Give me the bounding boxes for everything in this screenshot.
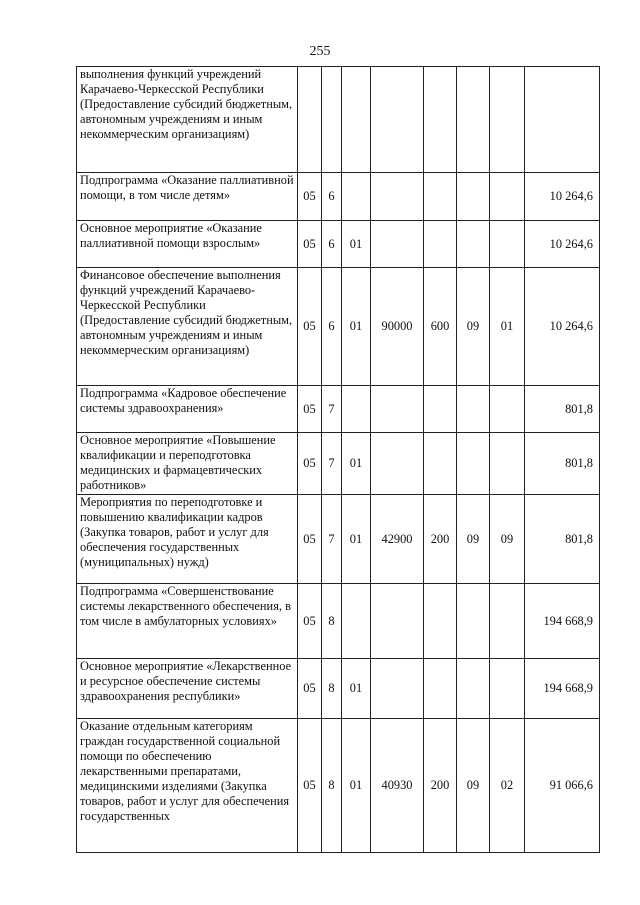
- amount: 10 264,6: [525, 268, 600, 386]
- row-name: Финансовое обеспечение выполнения функций учреждений Карачаево-Черкесской Республики (Предоставление субсидий бюджетным, автономным учреждениям и иным некоммерческим организациям): [77, 268, 298, 386]
- code-activity: 01: [342, 495, 371, 584]
- amount: 194 668,9: [525, 584, 600, 659]
- code-subsection: [490, 659, 525, 719]
- code-subsection: [490, 221, 525, 268]
- row-name: Мероприятия по переподготовке и повышению квалификации кадров (Закупка товаров, работ и услуг для обеспечения государственных (муниципальных) нужд): [77, 495, 298, 584]
- code-subprogram: [322, 67, 342, 173]
- code-subsection: [490, 584, 525, 659]
- code-subprogram: 8: [322, 719, 342, 853]
- code-subprogram: 7: [322, 495, 342, 584]
- code-subprogram: 7: [322, 433, 342, 495]
- amount: 801,8: [525, 495, 600, 584]
- code-direction: [371, 221, 424, 268]
- table-row: [77, 386, 600, 433]
- code-expense-type: [424, 67, 457, 173]
- code-expense-type: [424, 433, 457, 495]
- row-name: Основное мероприятие «Повышение квалификации и переподготовка медицинских и фармацевтических работников»: [77, 433, 298, 495]
- amount: 91 066,6: [525, 719, 600, 853]
- code-direction: [371, 584, 424, 659]
- code-expense-type: 200: [424, 719, 457, 853]
- code-subprogram: 7: [322, 386, 342, 433]
- code-section: [457, 173, 490, 221]
- row-name: Оказание отдельным категориям граждан государственной социальной помощи по обеспечению лекарственными препаратами, медицинскими изделиями (Закупка товаров, работ и услуг для обеспечения государственных: [77, 719, 298, 853]
- code-expense-type: [424, 221, 457, 268]
- code-program: 05: [298, 719, 322, 853]
- table-row: [77, 495, 600, 584]
- table-row: [77, 584, 600, 659]
- code-subsection: [490, 173, 525, 221]
- table-row: [77, 67, 600, 173]
- code-expense-type: 600: [424, 268, 457, 386]
- amount: 801,8: [525, 433, 600, 495]
- code-section: [457, 221, 490, 268]
- amount: 801,8: [525, 386, 600, 433]
- code-subprogram: 6: [322, 173, 342, 221]
- code-direction: [371, 67, 424, 173]
- code-activity: 01: [342, 268, 371, 386]
- code-activity: 01: [342, 433, 371, 495]
- code-subprogram: 6: [322, 221, 342, 268]
- code-activity: [342, 173, 371, 221]
- code-direction: 42900: [371, 495, 424, 584]
- code-program: 05: [298, 584, 322, 659]
- code-direction: [371, 173, 424, 221]
- code-program: 05: [298, 173, 322, 221]
- budget-table: [76, 66, 600, 853]
- code-activity: [342, 67, 371, 173]
- code-section: [457, 67, 490, 173]
- row-name: Подпрограмма «Кадровое обеспечение системы здравоохранения»: [77, 386, 298, 433]
- code-activity: 01: [342, 659, 371, 719]
- code-program: 05: [298, 659, 322, 719]
- code-subsection: [490, 433, 525, 495]
- code-subsection: 02: [490, 719, 525, 853]
- code-subsection: 09: [490, 495, 525, 584]
- code-direction: [371, 386, 424, 433]
- row-name: выполнения функций учреждений Карачаево-Черкесской Республики (Предоставление субсидий бюджетным, автономным учреждениям и иным некоммерческим организациям): [77, 67, 298, 173]
- table-row: [77, 433, 600, 495]
- amount: 194 668,9: [525, 659, 600, 719]
- code-section: 09: [457, 495, 490, 584]
- table-row: [77, 719, 600, 853]
- code-direction: 90000: [371, 268, 424, 386]
- row-name: Основное мероприятие «Лекарственное и ресурсное обеспечение системы здравоохранения республики»: [77, 659, 298, 719]
- code-subsection: [490, 386, 525, 433]
- code-direction: [371, 433, 424, 495]
- code-activity: [342, 584, 371, 659]
- table-row: [77, 221, 600, 268]
- code-subprogram: 8: [322, 584, 342, 659]
- code-program: 05: [298, 268, 322, 386]
- code-program: 05: [298, 433, 322, 495]
- code-section: [457, 659, 490, 719]
- code-expense-type: [424, 173, 457, 221]
- page-number: 255: [309, 44, 331, 59]
- row-name: Подпрограмма «Совершенствование системы лекарственного обеспечения, в том числе в амбулаторных условиях»: [77, 584, 298, 659]
- code-activity: 01: [342, 221, 371, 268]
- code-program: 05: [298, 495, 322, 584]
- code-program: 05: [298, 386, 322, 433]
- code-section: [457, 386, 490, 433]
- code-expense-type: 200: [424, 495, 457, 584]
- code-direction: [371, 659, 424, 719]
- code-section: 09: [457, 268, 490, 386]
- code-subprogram: 6: [322, 268, 342, 386]
- table-row: [77, 659, 600, 719]
- row-name: Подпрограмма «Оказание паллиативной помощи, в том числе детям»: [77, 173, 298, 221]
- table-row: [77, 173, 600, 221]
- code-expense-type: [424, 584, 457, 659]
- code-direction: 40930: [371, 719, 424, 853]
- code-expense-type: [424, 659, 457, 719]
- code-subsection: 01: [490, 268, 525, 386]
- amount: 10 264,6: [525, 221, 600, 268]
- code-section: [457, 584, 490, 659]
- code-activity: [342, 386, 371, 433]
- code-expense-type: [424, 386, 457, 433]
- amount: 10 264,6: [525, 173, 600, 221]
- code-section: 09: [457, 719, 490, 853]
- code-program: 05: [298, 221, 322, 268]
- code-subsection: [490, 67, 525, 173]
- code-activity: 01: [342, 719, 371, 853]
- code-subprogram: 8: [322, 659, 342, 719]
- code-section: [457, 433, 490, 495]
- row-name: Основное мероприятие «Оказание паллиативной помощи взрослым»: [77, 221, 298, 268]
- code-program: [298, 67, 322, 173]
- table-row: [77, 268, 600, 386]
- amount: [525, 67, 600, 173]
